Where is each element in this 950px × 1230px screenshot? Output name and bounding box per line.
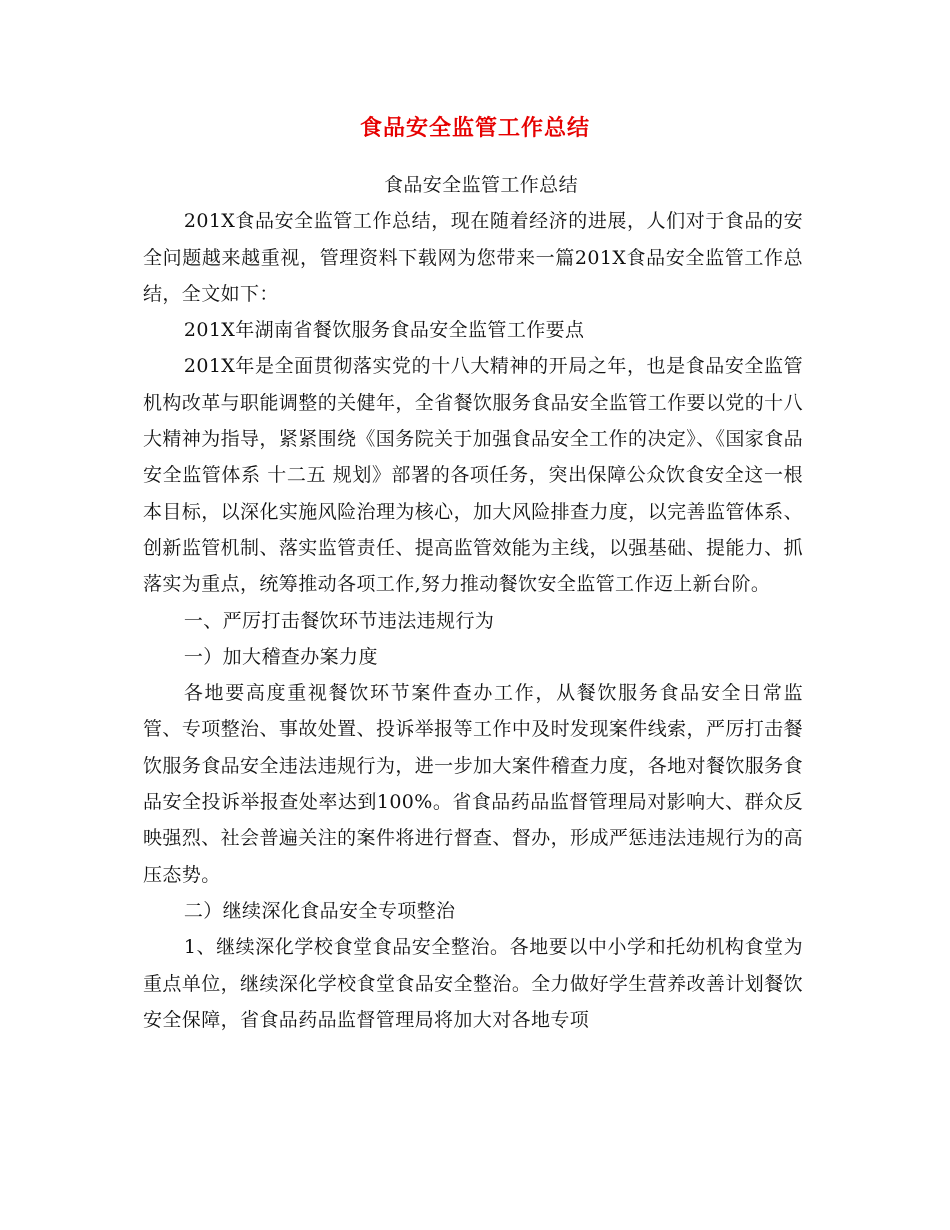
section-heading-work-points: 201X年湖南省餐饮服务食品安全监管工作要点 bbox=[183, 319, 585, 342]
section-heading-1: 一、严厉打击餐饮环节违法违规行为 bbox=[183, 609, 495, 632]
paragraph-overview: 201X年是全面贯彻落实党的十八大精神的开局之年，也是食品安全监管机构改革与职能调整的关健年，全省餐饮服务食品安全监管工作要以党的十八大精神为指导，紧紧围绕《国务院关于加强食品安全工作的决定》、《国家食品安全监管体系 十二五 规划》部署的各项任务，突出保障公众饮食安全这一根本目标，以深化实施风险治理为核心，加大风险排查力度，以完善监管体系、创新监管机制、落实监管责任、提高监管效能为主线，以强基础、提能力、抓落实为重点，统筹推动各项工作,努力推动餐饮安全监管工作迈上新台阶。 bbox=[143, 355, 804, 596]
document-subtitle: 食品安全监管工作总结 bbox=[383, 174, 578, 196]
document-title: 食品安全监管工作总结 bbox=[359, 115, 590, 141]
subsection-heading-1: 一）加大稽查办案力度 bbox=[183, 645, 378, 668]
paragraph-school-canteen: 1、继续深化学校食堂食品安全整治。各地要以中小学和托幼机构食堂为重点单位，继续深化学校食堂食品安全整治。全力做好学生营养改善计划餐饮安全保障，省食品药品监督管理局将加大对各地专项 bbox=[143, 936, 803, 1031]
paragraph-intro: 201X食品安全监管工作总结，现在随着经济的进展，人们对于食品的安全问题越来越重视，管理资料下载网为您带来一篇201X食品安全监管工作总结，全文如下： bbox=[143, 210, 803, 305]
subsection-heading-2: 二）继续深化食品安全专项整治 bbox=[183, 899, 456, 922]
document-body bbox=[143, 167, 803, 1038]
paragraph-case-investigation: 各地要高度重视餐饮环节案件查办工作，从餐饮服务食品安全日常监管、专项整治、事故处置、投诉举报等工作中及时发现案件线索，严厉打击餐饮服务食品安全违法违规行为，进一步加大案件稽查力度，各地对餐饮服务食品安全投诉举报查处率达到100%。省食品药品监督管理局对影响大、群众反映强烈、社会普遍关注的案件将进行督查、督办，形成严惩违法违规行为的高压态势。 bbox=[143, 682, 803, 886]
